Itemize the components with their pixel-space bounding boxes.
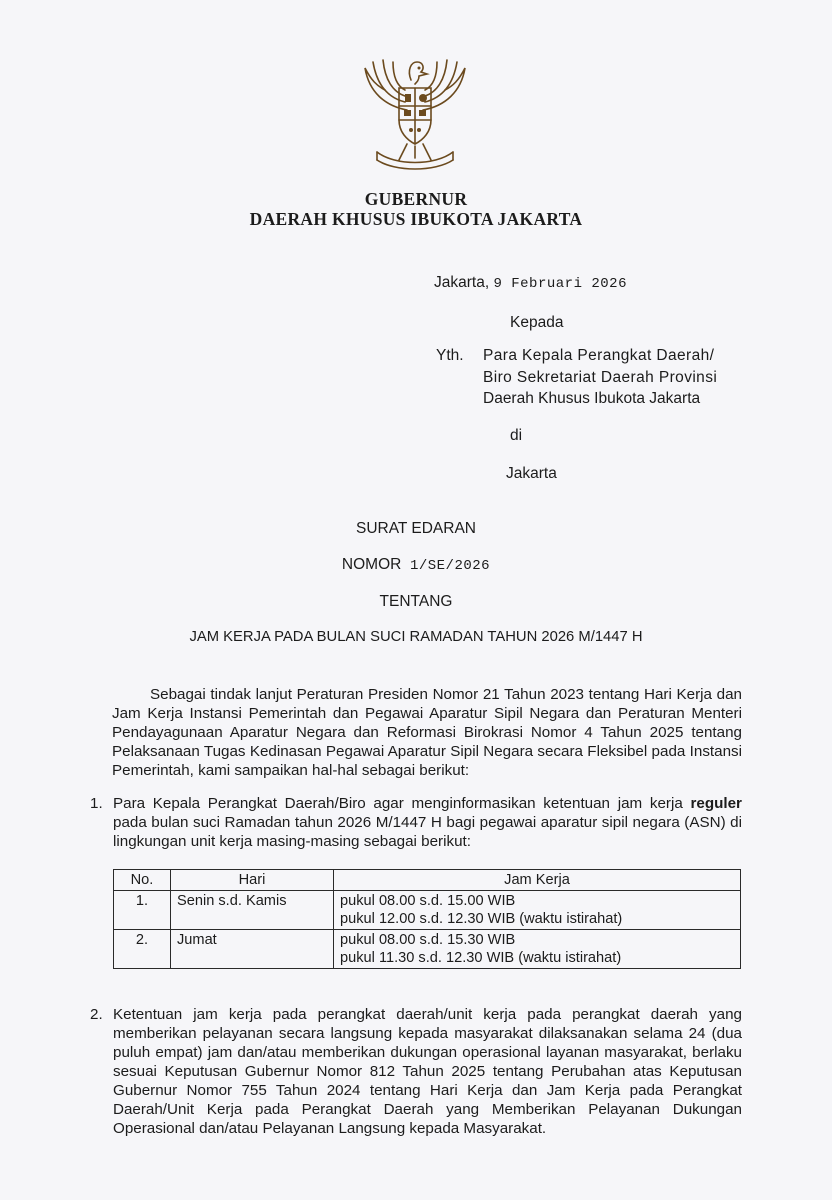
item-2-text: Ketentuan jam kerja pada perangkat daerah/unit kerja pada perangkat daerah yang memberikan pelayanan secara langsung kepada masyarakat dilaksanakan selama 24 (dua puluh empat) jam dan/atau memberikan dukungan operasional layanan masyarakat, berlaku sesuai Keputusan Gubernur Nomor 812 Tahun 2025 tentang Perubahan atas Keputusan Gubernur Nomor 755 Tahun 2024 tentang Hari Kerja dan Jam Kerja pada Perangkat Daerah/Unit Kerja pada Perangkat Daerah yang Memberikan Pelayanan Dukungan Operasional dan/atau Pelayanan Langsung kepada Masyarakat. bbox=[113, 1006, 742, 1137]
table-header-no: No. bbox=[114, 870, 171, 891]
yth-label: Yth. bbox=[436, 347, 464, 364]
jam-line: pukul 08.00 s.d. 15.00 WIB bbox=[340, 893, 516, 909]
item-1-text: Para Kepala Perangkat Daerah/Biro agar menginformasikan ketentuan jam kerja reguler pada bulan suci Ramadan tahun 2026 M/1447 H bagi pegawai aparatur sipil negara (ASN) di lingkungan unit kerja masing-masing sebagai berikut: bbox=[113, 795, 742, 850]
table-cell-jam bbox=[334, 930, 741, 969]
table-row bbox=[114, 930, 741, 969]
working-hours-table bbox=[113, 869, 741, 969]
table-cell-no: 1. bbox=[114, 891, 171, 930]
di-label: di bbox=[510, 427, 523, 444]
table-row bbox=[114, 891, 741, 930]
city-label: Jakarta bbox=[506, 465, 557, 482]
table-cell-jam bbox=[334, 891, 741, 930]
jam-line: pukul 08.00 s.d. 15.30 WIB bbox=[340, 932, 516, 948]
recipient-line-2: Biro Sekretariat Daerah Provinsi bbox=[483, 369, 718, 386]
intro-paragraph: Sebagai tindak lanjut Peraturan Presiden Nomor 21 Tahun 2023 tentang Hari Kerja dan Jam Kerja Instansi Pemerintah dan Pegawai Aparatur Sipil Negara dan Peraturan Menteri Pendayagunaan Aparatur Negara dan Reformasi Birokrasi Nomor 4 Tahun 2025 tentang Pelaksanaan Tugas Kedinasan Pegawai Aparatur Sipil Negara secara Fleksibel pada Instansi Pemerintah, kami sampaikan hal-hal sebagai berikut: bbox=[112, 686, 742, 779]
item-1-bold-term: reguler bbox=[690, 795, 742, 812]
document-subject: JAM KERJA PADA BULAN SUCI RAMADAN TAHUN 2026 M/1447 H bbox=[189, 629, 643, 645]
institution-subtitle: DAERAH KHUSUS IBUKOTA JAKARTA bbox=[249, 209, 583, 229]
recipient-line-1: Para Kepala Perangkat Daerah/ bbox=[483, 347, 715, 364]
table-cell-hari: Senin s.d. Kamis bbox=[171, 891, 334, 930]
table-cell-no: 2. bbox=[114, 930, 171, 969]
kepada-label: Kepada bbox=[510, 314, 564, 331]
document-number: NOMOR 1/SE/2026 bbox=[341, 556, 491, 574]
tentang-label: TENTANG bbox=[379, 593, 453, 610]
jam-line: pukul 12.00 s.d. 12.30 WIB (waktu istirahat) bbox=[340, 911, 623, 927]
garuda-emblem-icon bbox=[355, 40, 475, 172]
item-1-number: 1. bbox=[90, 795, 103, 812]
table-cell-hari: Jumat bbox=[171, 930, 334, 969]
document-type: SURAT EDARAN bbox=[355, 520, 476, 537]
jam-line: pukul 11.30 s.d. 12.30 WIB (waktu istirahat) bbox=[340, 950, 622, 966]
table-header-jam: Jam Kerja bbox=[334, 870, 741, 891]
recipient-line-3: Daerah Khusus Ibukota Jakarta bbox=[483, 390, 701, 407]
letter-date: 9 Februari 2026 bbox=[493, 276, 627, 292]
item-2-number: 2. bbox=[90, 1006, 103, 1023]
table-header-hari: Hari bbox=[171, 870, 334, 891]
letter-place: Jakarta, 9 Februari 2026 bbox=[434, 274, 627, 292]
institution-title: GUBERNUR bbox=[364, 189, 468, 209]
table-header-row bbox=[114, 870, 741, 891]
